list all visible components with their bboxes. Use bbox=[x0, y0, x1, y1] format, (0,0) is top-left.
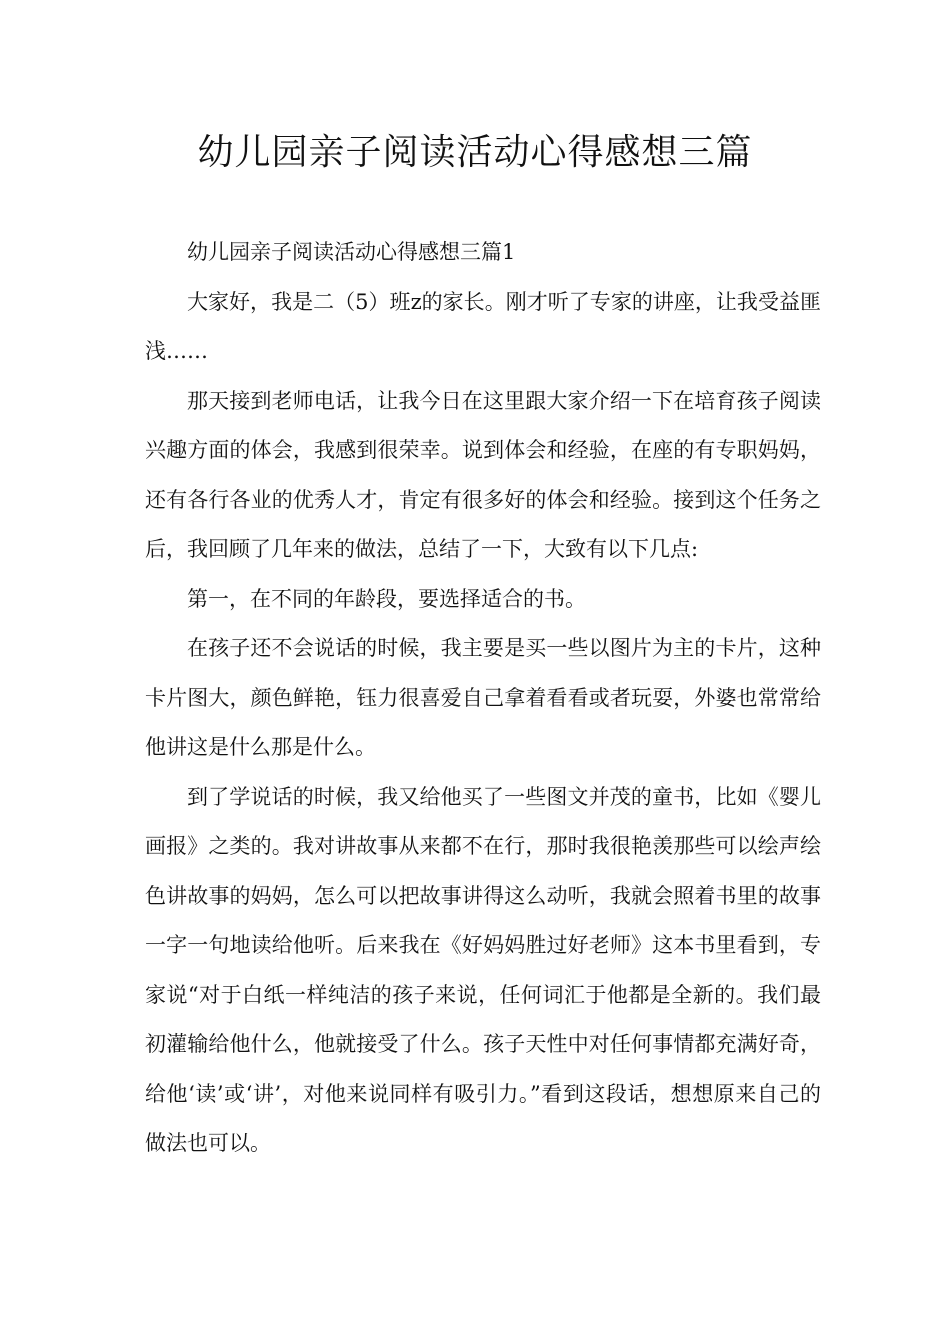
section-heading: 幼儿园亲子阅读活动心得感想三篇1 bbox=[187, 240, 516, 264]
document-title: 幼儿园亲子阅读活动心得感想三篇 bbox=[197, 132, 753, 173]
paragraph: 第一，在不同的年龄段，要选择适合的书。 bbox=[187, 586, 586, 611]
paragraph: 那天接到老师电话，让我今日在这里跟大家介绍一下在培育孩子阅读兴趣方面的体会，我感到很荣幸。说到体会和经验，在座的有专职妈妈，还有各行各业的优秀人才，肯定有很多好的体会和经验。接到这个任务之后，我回顾了几年来的做法，总结了一下，大致有以下几点: bbox=[145, 388, 821, 561]
paragraph: 在孩子还不会说话的时候，我主要是买一些以图片为主的卡片，这种卡片图大，颜色鲜艳，钰力很喜爱自己拿着看看或者玩耍，外婆也常常给他讲这是什么那是什么。 bbox=[145, 636, 821, 759]
paragraph: 大家好，我是二（5）班z的家长。刚才听了专家的讲座，让我受益匪浅…… bbox=[145, 289, 821, 363]
document-body bbox=[145, 228, 821, 1169]
paragraph: 到了学说话的时候，我又给他买了一些图文并茂的童书，比如《婴儿画报》之类的。我对讲故事从来都不在行，那时我很艳羡那些可以绘声绘色讲故事的妈妈，怎么可以把故事讲得这么动听，我就会照着书里的故事一字一句地读给他听。后来我在《好妈妈胜过好老师》这本书里看到，专家说“对于白纸一样纯洁的孩子来说，任何词汇于他都是全新的。我们最初灌输给他什么，他就接受了什么。孩子天性中对任何事情都充满好奇，给他‘读’或‘讲’，对他来说同样有吸引力。”看到这段话，想想原来自己的做法也可以。 bbox=[145, 784, 821, 1155]
